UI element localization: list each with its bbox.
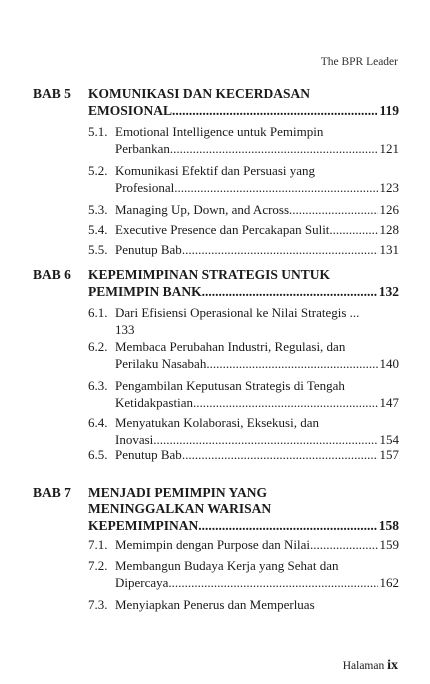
- dot-leader: [182, 446, 378, 463]
- chapter-number: BAB 6: [33, 267, 71, 282]
- dot-leader: [206, 355, 377, 372]
- dot-leader: [310, 536, 378, 553]
- chapter-title-line: KEPEMIMPINAN STRATEGIS UNTUK: [88, 267, 331, 282]
- section-number: 7.2.: [88, 558, 108, 573]
- page-number: 133: [115, 322, 135, 337]
- page-number: 157: [379, 447, 399, 462]
- page-number: 147: [379, 395, 399, 410]
- dot-leader: [182, 241, 378, 258]
- section-title: Membangun Budaya Kerja yang Sehat dan: [115, 558, 339, 573]
- toc-entry[interactable]: [88, 123, 399, 157]
- toc-entry[interactable]: [88, 338, 399, 372]
- page-number: 121: [379, 141, 399, 156]
- chapter-title-line: MENJADI PEMIMPIN YANG: [88, 485, 267, 500]
- section-title: Executive Presence dan Percakapan Sulit: [115, 222, 330, 237]
- chapter-title-entry[interactable]: [88, 518, 399, 534]
- dot-leader: [168, 574, 377, 591]
- section-title: Penutup Bab: [115, 447, 182, 462]
- section-title: Menyiapkan Penerus dan Memperluas: [115, 597, 315, 612]
- page-number: 162: [379, 575, 399, 590]
- page-number: 128: [379, 222, 399, 237]
- toc-entry[interactable]: [88, 446, 399, 463]
- toc-entry[interactable]: [88, 536, 399, 553]
- page-number: 123: [379, 180, 399, 195]
- toc-entry[interactable]: [88, 596, 399, 613]
- section-number: 6.4.: [88, 415, 108, 430]
- chapter-title-entry[interactable]: [88, 103, 399, 119]
- toc-entry[interactable]: [88, 377, 399, 411]
- toc-entry[interactable]: [88, 201, 399, 218]
- page-number: 140: [379, 356, 399, 371]
- chapter-title-line: PEMIMPIN BANK: [88, 284, 202, 299]
- section-number: 5.1.: [88, 124, 108, 139]
- section-title: Komunikasi Efektif dan Persuasi yang: [115, 163, 316, 178]
- section-title: Perbankan: [115, 141, 170, 156]
- section-title: Penutup Bab: [115, 242, 182, 257]
- page-number-roman: ix: [387, 658, 398, 673]
- toc-entry[interactable]: [88, 557, 399, 591]
- toc-entry[interactable]: [88, 414, 399, 448]
- page-number: 119: [379, 103, 399, 118]
- chapter-number: BAB 5: [33, 86, 71, 101]
- section-number: 6.2.: [88, 339, 108, 354]
- section-number: 7.3.: [88, 597, 108, 612]
- toc-entry[interactable]: [88, 241, 399, 258]
- running-header: The BPR Leader: [320, 56, 398, 68]
- section-number: 6.1.: [88, 305, 108, 320]
- toc-entry[interactable]: [88, 221, 399, 238]
- section-title: Emotional Intelligence untuk Pemimpin: [115, 124, 324, 139]
- section-number: 7.1.: [88, 537, 108, 552]
- dot-leader: [329, 221, 377, 238]
- section-title: Managing Up, Down, and Across: [115, 202, 290, 217]
- section-number: 5.4.: [88, 222, 108, 237]
- footer-label: Halaman: [342, 660, 385, 672]
- page-number: 126: [379, 202, 399, 217]
- chapter-title-line: EMOSIONAL: [88, 103, 173, 118]
- section-title: Memimpin dengan Purpose dan Nilai: [115, 537, 310, 552]
- dot-leader: [289, 201, 377, 218]
- section-number: 5.2.: [88, 163, 108, 178]
- page-number: 159: [379, 537, 399, 552]
- section-number: 5.5.: [88, 242, 108, 257]
- dot-leader: [202, 284, 377, 300]
- page-number: 132: [378, 284, 399, 299]
- dot-leader: [170, 140, 378, 157]
- section-title: Perilaku Nasabah: [115, 356, 207, 371]
- section-title: Dipercaya: [115, 575, 169, 590]
- section-title: Inovasi: [115, 432, 154, 447]
- chapter-title-line: MENINGGALKAN WARISAN: [88, 501, 272, 516]
- dot-leader: [198, 518, 377, 534]
- section-title: Membaca Perubahan Industri, Regulasi, dan: [115, 339, 346, 354]
- page-number: 154: [379, 432, 399, 447]
- chapter-title-entry[interactable]: [88, 284, 399, 300]
- section-number: 6.5.: [88, 447, 108, 462]
- section-title: Profesional: [115, 180, 175, 195]
- chapter-title-line: KOMUNIKASI DAN KECERDASAN: [88, 86, 311, 101]
- dot-leader: [193, 394, 378, 411]
- page-number: 158: [378, 518, 399, 533]
- dot-leader: [172, 103, 377, 119]
- page-footer: [343, 658, 398, 674]
- section-number: 6.3.: [88, 378, 108, 393]
- section-title: Ketidakpastian: [115, 395, 193, 410]
- page-number: 131: [379, 242, 399, 257]
- chapter-title-line: KEPEMIMPINAN: [88, 518, 199, 533]
- section-number: 5.3.: [88, 202, 108, 217]
- dot-leader: [174, 179, 377, 196]
- section-title: Dari Efisiensi Operasional ke Nilai Strategis ...: [115, 305, 360, 320]
- section-title: Menyatukan Kolaborasi, Eksekusi, dan: [115, 415, 319, 430]
- section-title: Pengambilan Keputusan Strategis di Tengah: [115, 378, 345, 393]
- chapter-number: BAB 7: [33, 485, 71, 500]
- toc-entry[interactable]: [88, 162, 399, 196]
- toc-entry[interactable]: [88, 304, 399, 338]
